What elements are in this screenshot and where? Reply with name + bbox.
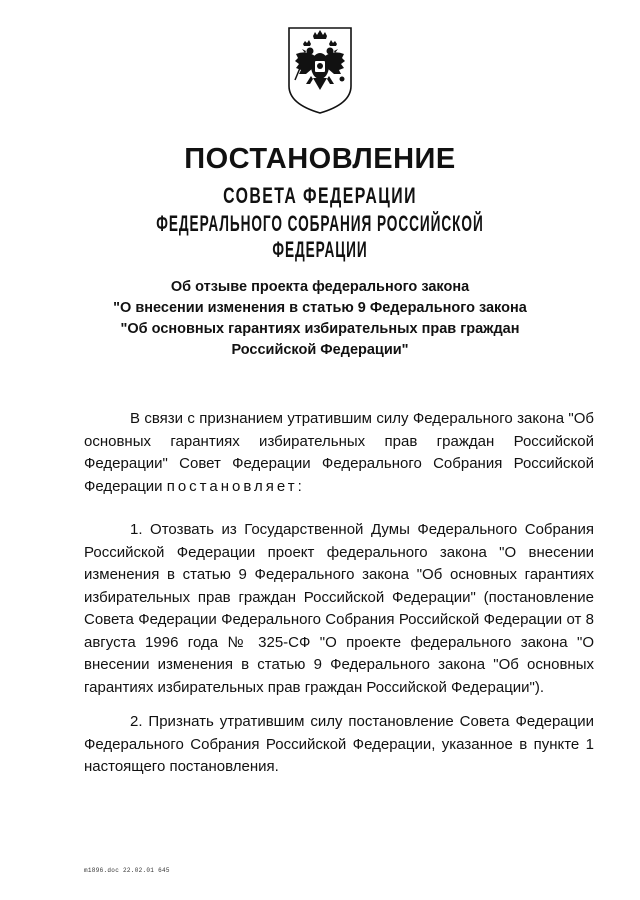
subject-line: "Об основных гарантиях избирательных прав граждан — [120, 321, 520, 337]
file-info-footer: m1896.doc 22.02.01 645 — [84, 867, 170, 874]
document-title: ПОСТАНОВЛЕНИЕ — [184, 143, 456, 175]
coat-of-arms-icon — [286, 24, 354, 116]
preamble-paragraph — [84, 408, 594, 498]
issuing-body-line1: СОВЕТА ФЕДЕРАЦИИ — [223, 183, 417, 208]
issuing-body-line2: ФЕДЕРАЛЬНОГО СОБРАНИЯ РОССИЙСКОЙ ФЕДЕРАЦИИ — [156, 211, 484, 262]
decree-word: постановляет: — [166, 477, 305, 495]
subject-line: Российской Федерации" — [231, 342, 409, 358]
subject-line: Об отзыве проекта федерального закона — [170, 279, 470, 295]
clause-2-paragraph: 2. Признать утратившим силу постановление Совета Федерации Федерального Собрания Российской Федерации, указанное в пункте 1 настоящего постановления. — [84, 713, 594, 775]
preamble-text: В связи с признанием утратившим силу Федерального закона "Об основных гарантиях избирательных прав граждан Российской Федерации" Совет Федерации Федерального Собрания Российской Федерации — [84, 410, 594, 495]
clause-1-paragraph: 1. Отозвать из Государственной Думы Федерального Собрания Российской Федерации проект федерального закона "О внесении изменения в статью 9 Федерального закона "Об основных гарантиях избирательных прав граждан Российской Федерации" (постановление Совета Федерации Федерального Собрания Российской Федерации от 8 августа 1996 года № 325-СФ "О проекте федерального закона "О внесении изменения в статью 9 Федерального закона "Об основных гарантиях избирательных прав граждан Российской Федерации"). — [84, 521, 594, 696]
document-subject — [0, 277, 640, 361]
subject-line: "О внесении изменения в статью 9 Федерального закона — [113, 300, 527, 316]
